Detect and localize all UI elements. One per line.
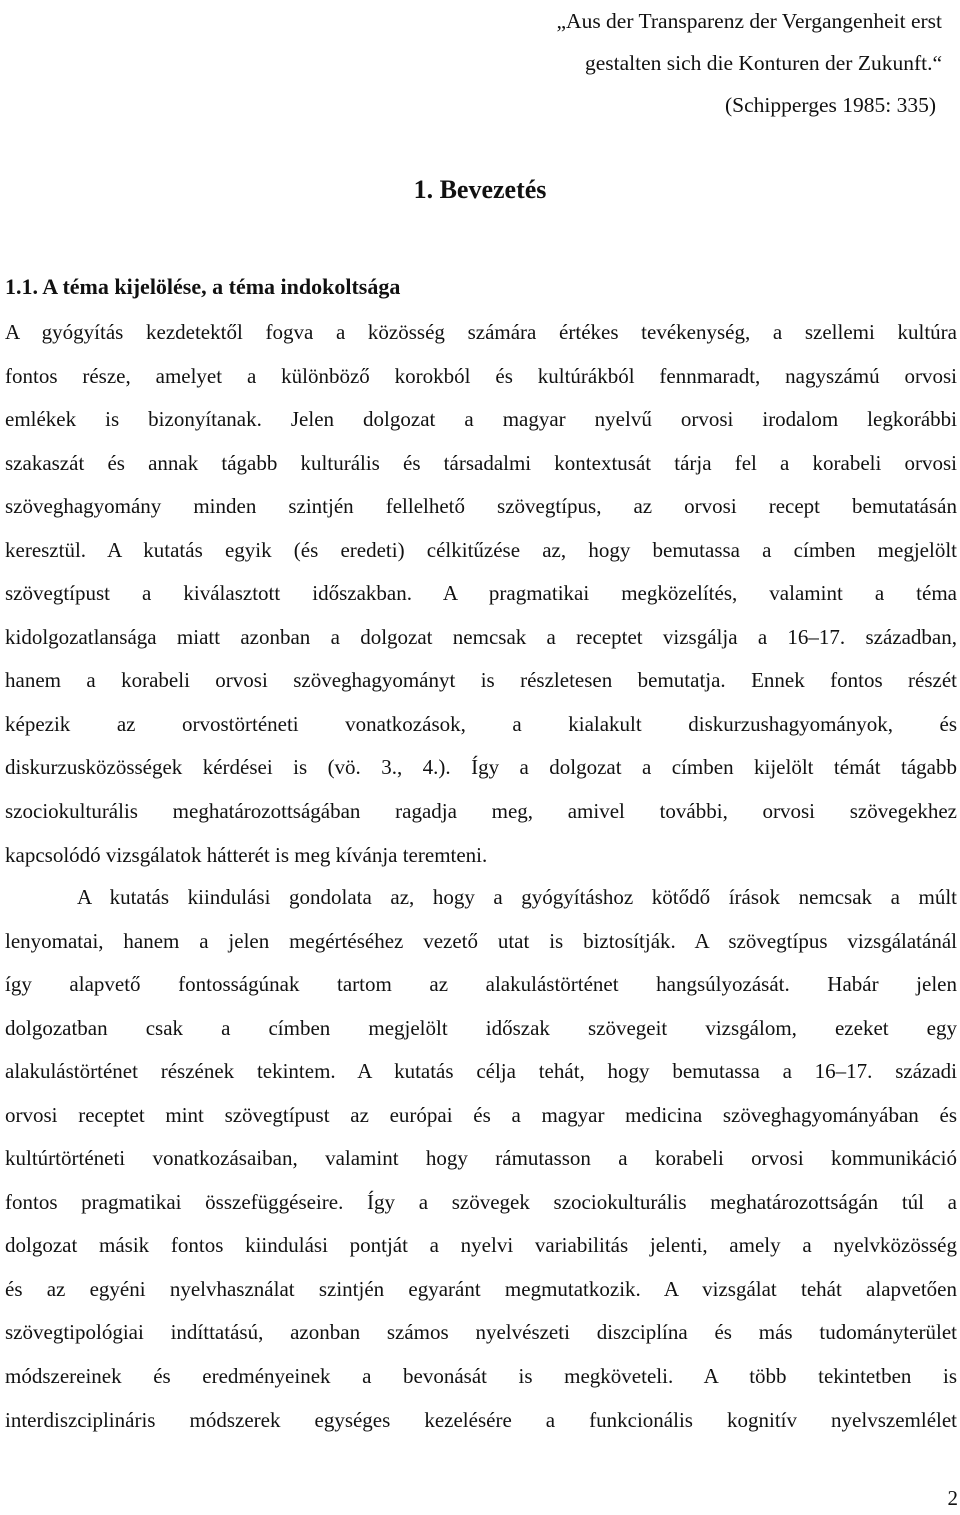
text-line: így alapvető fontosságúnak tartom az alakulástörténet hangsúlyozását. Habár jelen [5,972,957,997]
epigraph-line-1: „Aus der Transparenz der Vergangenheit erst [556,9,942,33]
text-line: szövegtípust a kiválasztott időszakban. A pragmatikai megközelítés, valamint a téma [5,581,957,606]
text-line: diskurzusközösségek kérdései is (vö. 3., 4.). Így a dolgozat a címben kijelölt témát tágabb [5,755,957,780]
text-line: módszereinek és eredményeinek a bevonását is megköveteli. A több tekintetben is [5,1364,957,1389]
chapter-title-text: 1. Bevezetés [413,175,547,204]
chapter-title [0,168,960,212]
text-line: alakulástörténet részének tekintem. A kutatás célja tehát, hogy bemutassa a 16–17. századi [5,1059,957,1084]
text-line: hanem a korabeli orvosi szöveghagyományt is részletesen bemutatja. Ennek fontos részét [5,668,957,693]
epigraph-line-2: gestalten sich die Konturen der Zukunft.“ [584,51,942,75]
text-line: szöveghagyomány minden szintjén fellelhető szövegtípus, az orvosi recept bemutatásán [5,494,957,519]
text-line: fontos része, amelyet a különböző korokból és kultúrákból fennmaradt, nagyszámú orvosi [5,363,957,388]
text-line: orvosi receptet mint szövegtípust az európai és a magyar medicina szöveghagyományában és [5,1102,957,1127]
text-line: emlékek is bizonyítanak. Jelen dolgozat a magyar nyelvű orvosi irodalom legkorábbi [5,407,957,432]
text-line: és az egyéni nyelvhasználat szintjén egyaránt megmutatkozik. A vizsgálat tehát alapvetően [5,1276,957,1301]
text-line: kultúrtörténeti vonatkozásaiban, valamint hogy rámutasson a korabeli orvosi kommunikáció [5,1146,957,1171]
text-line: szakaszát és annak tágabb kulturális és társadalmi kontextusát tárja fel a korabeli orvosi [5,450,957,475]
paragraph-2 [5,876,957,1442]
text-line: interdiszciplináris módszerek egységes kezelésére a funkcionális kognitív nyelvszemlélet [5,1407,957,1432]
text-line: keresztül. A kutatás egyik (és eredeti) célkitűzése az, hogy bemutassa a címben megjelölt [5,537,957,562]
text-line: dolgozat másik fontos kiindulási pontját a nyelvi variabilitás jelenti, amely a nyelvközösség [5,1233,957,1258]
text-line: A kutatás kiindulási gondolata az, hogy a gyógyításhoz kötődő írások nemcsak a múlt [77,885,957,909]
paragraph-1 [5,311,957,877]
section-title: 1.1. A téma kijelölése, a téma indokoltsága [5,274,401,299]
epigraph-source: (Schipperges 1985: 335) [725,93,936,117]
text-line: szövegtipológiai indíttatású, azonban számos nyelvészeti diszciplína és más tudományterület [5,1320,957,1345]
text-line: A gyógyítás kezdetektől fogva a közösség számára értékes tevékenység, a szellemi kultúra [5,320,957,344]
text-line: képezik az orvostörténeti vonatkozások, a kialakult diskurzushagyományok, és [5,711,957,736]
text-line: kapcsolódó vizsgálatok hátterét is meg kívánja teremteni. [5,842,488,867]
text-line: kidolgozatlansága miatt azonban a dolgozat nemcsak a receptet vizsgálja a 16–17. században, [5,624,957,649]
text-line: fontos pragmatikai összefüggéseire. Így a szövegek szociokulturális meghatározottságán túl a [5,1189,957,1214]
text-line: dolgozatban csak a címben megjelölt időszak szövegeit vizsgálom, ezeket egy [5,1015,957,1040]
page-number: 2 [947,1486,958,1510]
text-line: szociokulturális meghatározottságában ragadja meg, amivel további, orvosi szövegekhez [5,799,957,824]
epigraph [422,0,942,126]
text-line: lenyomatai, hanem a jelen megértéséhez vezető utat is biztosítják. A szövegtípus vizsgálatánál [5,928,957,953]
